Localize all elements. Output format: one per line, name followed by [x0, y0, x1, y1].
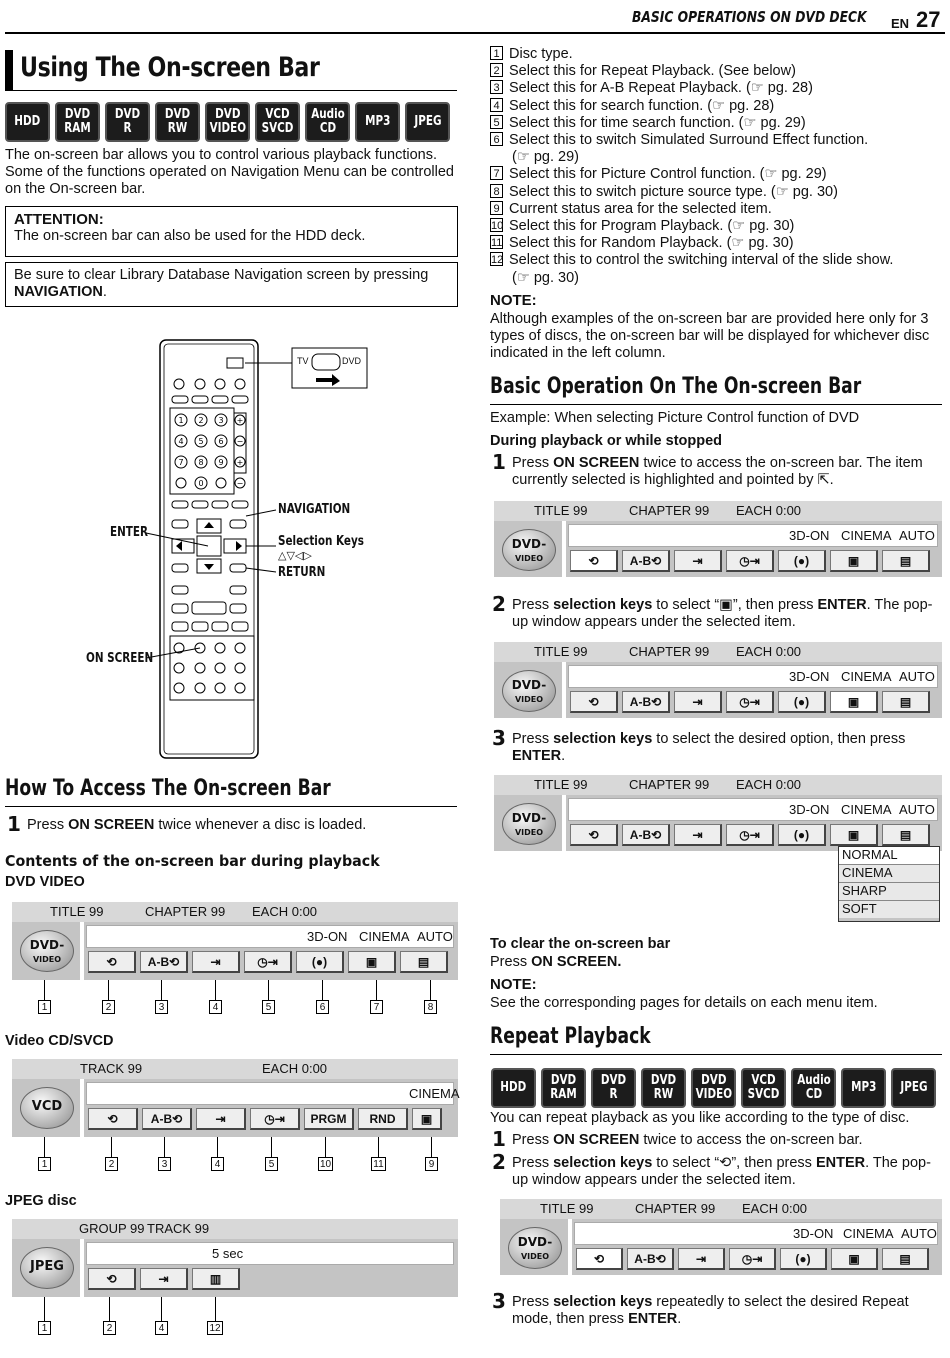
- callout-number: 5: [490, 115, 503, 129]
- callout-description: Select this for A-B Repeat Playback. (☞ pg. 28): [509, 80, 813, 97]
- badge-hdd: HDD: [5, 102, 50, 142]
- clear-bar-text: Press ON SCREEN.: [490, 954, 622, 970]
- surround-button[interactable]: (●): [296, 951, 344, 973]
- search-button[interactable]: ⇥: [674, 691, 722, 713]
- time-search-button[interactable]: ◷⇥: [726, 691, 774, 713]
- clear-note-key: NAVIGATION: [14, 284, 103, 300]
- example-bar-1: TITLE 99 CHAPTER 99 EACH 0:00 DVD- VIDEO 3D-ON CINEMA AUTO ⟲ A-B ⟲ ⇥ ◷⇥ (●) ▣ ▤: [494, 501, 942, 577]
- search-button[interactable]: ⇥: [678, 1248, 725, 1270]
- callout-list-item: [490, 252, 893, 269]
- step-2-number: 2: [492, 592, 506, 616]
- dvd-video-logo: DVD- VIDEO: [502, 529, 556, 571]
- section-header: BASIC OPERATIONS ON DVD DECK: [632, 8, 867, 26]
- attention-text: The on-screen bar can also be used for the HDD deck.: [14, 228, 366, 244]
- bar-buttons: [88, 951, 448, 973]
- picture-source-button[interactable]: ▤: [400, 951, 448, 973]
- example-bar-3: TITLE 99 CHAPTER 99 EACH 0:00 DVD- VIDEO 3D-ON CINEMA AUTO ⟲ A-B ⟲ ⇥ ◷⇥ (●) ▣ ▤: [494, 775, 942, 851]
- badge-dvd-r: DVD R: [591, 1068, 636, 1108]
- repeat-rule: [490, 1054, 942, 1055]
- bar-logo-area: [12, 1079, 80, 1137]
- bar-title: TITLE 99: [50, 904, 104, 919]
- step-1-text: Press ON SCREEN twice to access the on-screen bar. The item currently selected is highlighted and pointed by ⇱.: [512, 455, 923, 488]
- step-2-text: Press selection keys to select “▣”, then press ENTER. The pop-up window appears under the selected item.: [512, 597, 933, 630]
- bar-each: EACH 0:00: [252, 904, 318, 919]
- callout: 4: [155, 1321, 168, 1335]
- basic-rule: [490, 404, 942, 405]
- dvd-video-logo: DVD- VIDEO: [502, 670, 556, 712]
- svg-text:+: +: [236, 458, 244, 467]
- callout-list-item: [490, 270, 579, 287]
- dvd-video-label: DVD VIDEO: [5, 874, 85, 890]
- callout: 5: [265, 1157, 278, 1171]
- surround-button[interactable]: (●): [778, 550, 826, 572]
- vcd-onscreen-bar: [12, 1059, 458, 1137]
- search-button[interactable]: ⇥: [674, 824, 722, 846]
- callout: 8: [424, 1000, 437, 1014]
- remote-dvd-label: DVD: [342, 356, 362, 366]
- badge-dvd-rw: DVD RW: [155, 102, 200, 142]
- navigation-label: NAVIGATION: [278, 502, 351, 517]
- badge-dvd-rw: DVD RW: [641, 1068, 686, 1108]
- repeat-button[interactable]: ⟲: [88, 951, 136, 973]
- callout: 5: [262, 1000, 275, 1014]
- dvd-video-logo: DVD- VIDEO: [20, 930, 74, 972]
- callout-description: Current status area for the selected item.: [509, 200, 772, 217]
- badge-hdd: HDD: [491, 1068, 536, 1108]
- attention-box: [5, 206, 458, 257]
- picture-icon: ▣: [719, 597, 733, 613]
- search-button[interactable]: ⇥: [674, 550, 722, 572]
- callout-description: (☞ pg. 29): [512, 149, 579, 166]
- surround-button[interactable]: (●): [778, 691, 826, 713]
- badge-dvd-ram: DVD RAM: [541, 1068, 586, 1108]
- callout-description: Select this to switch picture source type. (☞ pg. 30): [509, 183, 838, 200]
- bar-top: [12, 902, 458, 922]
- svg-text:2: 2: [198, 416, 204, 425]
- clear-bar-heading: To clear the on-screen bar: [490, 936, 671, 952]
- badge-mp3: MP3: [841, 1068, 886, 1108]
- attention-heading: ATTENTION:: [14, 211, 104, 228]
- callout-list-item: [490, 201, 772, 218]
- pointer-icon: ⇱: [817, 472, 830, 488]
- access-step-number: 1: [7, 812, 21, 836]
- callout: 1: [38, 1000, 51, 1014]
- callout-description: Select this for search function. (☞ pg. 28): [509, 97, 775, 114]
- example-bar-2: TITLE 99 CHAPTER 99 EACH 0:00 DVD- VIDEO 3D-ON CINEMA AUTO ⟲ A-B ⟲ ⇥ ◷⇥ (●) ▣ ▤: [494, 642, 942, 718]
- callout-number: 4: [490, 98, 503, 112]
- ab-repeat-button[interactable]: A-B ⟲: [142, 1108, 192, 1130]
- callout: 3: [155, 1000, 168, 1014]
- callout-number: 9: [490, 201, 503, 215]
- callout-description: Disc type.: [509, 46, 573, 62]
- badge-jpeg: JPEG: [891, 1068, 936, 1108]
- svg-text:−: −: [236, 437, 244, 446]
- callout-number: 3: [490, 80, 503, 94]
- callout-description: Select this for Picture Control function. (☞ pg. 29): [509, 166, 827, 183]
- popup-option-soft[interactable]: SOFT: [839, 901, 939, 918]
- search-button[interactable]: ⇥: [140, 1268, 188, 1290]
- jpeg-logo: JPEG: [20, 1247, 74, 1289]
- callout: 7: [370, 1000, 383, 1014]
- dvd-video-logo: DVD- VIDEO: [508, 1227, 562, 1269]
- intro-text: The on-screen bar allows you to control various playback functions. Some of the functions operated on Navigation Menu can be controlled on the On-screen bar.: [5, 147, 454, 197]
- callout-number: 1: [490, 46, 503, 60]
- callout-list-item: [490, 235, 794, 252]
- callout-list-item: [490, 166, 827, 183]
- popup-option-cinema[interactable]: CINEMA: [839, 865, 939, 883]
- picture-control-button[interactable]: ▣: [831, 1248, 878, 1270]
- callout: 2: [103, 1321, 116, 1335]
- jpeg-onscreen-bar: [12, 1219, 458, 1297]
- picture-source-button[interactable]: ▤: [882, 550, 930, 572]
- time-search-button[interactable]: ◷⇥: [726, 824, 774, 846]
- language-tag: EN: [891, 16, 910, 31]
- random-button[interactable]: RND: [358, 1108, 408, 1130]
- picture-popup: [838, 846, 940, 922]
- svg-text:9: 9: [218, 458, 224, 467]
- callout: 12: [207, 1321, 223, 1335]
- program-button[interactable]: PRGM: [304, 1108, 354, 1130]
- ab-repeat-button[interactable]: A-B ⟲: [627, 1248, 674, 1270]
- selection-keys-label: Selection Keys: [278, 534, 364, 549]
- badge-audio-cd: Audio CD: [791, 1068, 836, 1108]
- svg-text:+: +: [236, 416, 244, 425]
- vcd-logo: VCD: [20, 1087, 74, 1129]
- callout-description: Select this to switch Simulated Surround Effect function.: [509, 132, 869, 148]
- repeat-step-1-number: 1: [492, 1127, 506, 1151]
- svg-text:5: 5: [198, 437, 204, 446]
- svg-text:6: 6: [218, 437, 224, 446]
- dvd-video-logo: DVD- VIDEO: [502, 803, 556, 845]
- badge-dvd-video: DVD VIDEO: [205, 102, 250, 142]
- callout: 1: [38, 1157, 51, 1171]
- status-area: 3D-ON CINEMA AUTO: [86, 925, 454, 948]
- ab-repeat-button[interactable]: A-B ⟲: [622, 691, 670, 713]
- repeat-step-3-text: Press selection keys repeatedly to select the desired Repeat mode, then press ENTER.: [512, 1294, 909, 1327]
- remote-drawing: [80, 336, 380, 766]
- callout: 3: [158, 1157, 171, 1171]
- badge-audio-cd: Audio CD: [305, 102, 350, 142]
- title-marker: [5, 50, 13, 90]
- remote-tv-label: TV: [297, 356, 309, 366]
- time-search-button[interactable]: ◷⇥: [726, 550, 774, 572]
- page-number: 27: [916, 7, 941, 32]
- callout: 11: [371, 1157, 386, 1171]
- callout-number: 11: [491, 237, 503, 250]
- callout-number: 7: [490, 166, 503, 180]
- callout-list-item: [490, 80, 813, 97]
- callout: 2: [102, 1000, 115, 1014]
- return-label: RETURN: [278, 565, 326, 580]
- picture-source-button[interactable]: ▤: [882, 1248, 929, 1270]
- callout: 4: [209, 1000, 222, 1014]
- time-search-button[interactable]: ◷⇥: [250, 1108, 300, 1130]
- svg-text:7: 7: [178, 458, 184, 467]
- clear-note-box: Be sure to clear Library Database Navigation screen by pressing NAVIGATION.: [5, 262, 458, 307]
- callout-list-item: [490, 98, 774, 115]
- repeat-icon: ⟲: [719, 1155, 732, 1171]
- bar-panel: [84, 1239, 458, 1297]
- surround-button[interactable]: (●): [780, 1248, 827, 1270]
- bar-panel: [84, 1079, 458, 1137]
- badge-vcd-svcd: VCD SVCD: [255, 102, 300, 142]
- bar-panel: [84, 922, 458, 980]
- example-text: Example: When selecting Picture Control function of DVD: [490, 410, 860, 426]
- callout-description: Select this for Repeat Playback. (See below): [509, 63, 796, 80]
- callout-list-item: [490, 132, 868, 149]
- callout-list-item: [490, 46, 573, 63]
- callout: 6: [316, 1000, 329, 1014]
- time-search-button[interactable]: ◷⇥: [729, 1248, 776, 1270]
- bar-logo-area: [12, 922, 80, 980]
- bar-chapter: CHAPTER 99: [145, 904, 226, 919]
- repeat-button[interactable]: ⟲: [88, 1108, 138, 1130]
- vcd-label: Video CD/SVCD: [5, 1033, 114, 1049]
- header-rule: [5, 32, 945, 34]
- repeat-badges: [491, 1068, 936, 1108]
- step-1-number: 1: [492, 450, 506, 474]
- bar-buttons: [88, 1108, 442, 1130]
- picture-control-button[interactable]: ▣: [830, 691, 878, 713]
- note-heading: NOTE:: [490, 292, 537, 309]
- svg-text:0: 0: [198, 479, 204, 488]
- badge-dvd-ram: DVD RAM: [55, 102, 100, 142]
- svg-text:8: 8: [198, 458, 204, 467]
- bar-logo-area: [12, 1239, 80, 1297]
- callout-number: 8: [490, 184, 503, 198]
- callout-description: Select this to control the switching interval of the slide show.: [509, 252, 894, 269]
- enter-label: ENTER: [110, 525, 149, 540]
- repeat-step-3-number: 3: [492, 1289, 506, 1313]
- repeat-title: Repeat Playback: [490, 1024, 651, 1049]
- badge-dvd-video: DVD VIDEO: [691, 1068, 736, 1108]
- step-3-text: Press selection keys to select the desired option, then press ENTER.: [512, 731, 906, 764]
- callout-list-item: [490, 115, 806, 132]
- surround-button[interactable]: (●): [778, 824, 826, 846]
- repeat-button[interactable]: ⟲: [88, 1268, 136, 1290]
- repeat-intro: You can repeat playback as you like according to the type of disc.: [490, 1110, 910, 1126]
- on-screen-label: ON SCREEN: [86, 651, 154, 666]
- jpeg-label: JPEG disc: [5, 1193, 77, 1209]
- callout-list-item: [490, 63, 796, 80]
- callout: 9: [425, 1157, 438, 1171]
- callout-list-item: [490, 184, 838, 201]
- repeat-example-bar: TITLE 99 CHAPTER 99 EACH 0:00 DVD- VIDEO 3D-ON CINEMA AUTO ⟲ A-B ⟲ ⇥ ◷⇥ (●) ▣ ▤: [500, 1199, 942, 1275]
- badge-mp3: MP3: [355, 102, 400, 142]
- callout-list-item: [490, 218, 794, 235]
- callout-description: Select this for Random Playback. (☞ pg. 30): [509, 235, 794, 252]
- callout-list-item: [490, 149, 579, 166]
- step-3-number: 3: [492, 726, 506, 750]
- repeat-button[interactable]: ⟲: [570, 550, 618, 572]
- time-search-button[interactable]: ◷⇥: [244, 951, 292, 973]
- callout-number: 2: [490, 63, 503, 77]
- svg-text:1: 1: [178, 416, 184, 425]
- slideshow-interval-button[interactable]: ▥: [192, 1268, 240, 1290]
- picture-control-button[interactable]: ▣: [830, 550, 878, 572]
- search-button[interactable]: ⇥: [196, 1108, 246, 1130]
- popup-option-normal[interactable]: NORMAL: [839, 847, 939, 865]
- callout: 10: [319, 1159, 332, 1170]
- svg-text:4: 4: [178, 437, 184, 446]
- svg-text:−: −: [236, 479, 244, 488]
- during-playback: During playback or while stopped: [490, 433, 723, 449]
- repeat-step-2-number: 2: [492, 1150, 506, 1174]
- repeat-step-1-text: Press ON SCREEN twice to access the on-screen bar.: [512, 1132, 863, 1148]
- picture-control-button[interactable]: ▣: [348, 951, 396, 973]
- ab-repeat-button[interactable]: A-B ⟲: [622, 550, 670, 572]
- bar-buttons: [88, 1268, 240, 1290]
- bar-top: TRACK 99 EACH 0:00: [12, 1059, 458, 1079]
- note2-text: See the corresponding pages for details on each menu item.: [490, 995, 878, 1011]
- clear-note-text: Be sure to clear Library Database Navigation screen by pressing: [14, 267, 429, 283]
- callout: 4: [211, 1157, 224, 1171]
- picture-source-button[interactable]: ▤: [882, 691, 930, 713]
- callout-description: Select this for Program Playback. (☞ pg. 30): [509, 218, 795, 234]
- picture-source-button[interactable]: ▤: [882, 824, 930, 846]
- disc-badges: [5, 102, 450, 142]
- svg-text:3: 3: [218, 416, 224, 425]
- ab-repeat-button[interactable]: A-B ⟲: [622, 824, 670, 846]
- repeat-step-2-text: Press selection keys to select “⟲”, then press ENTER. The pop-up window appears under the selected item.: [512, 1155, 931, 1188]
- remote-illustration: [80, 336, 380, 766]
- callout-number: 10: [491, 220, 504, 232]
- repeat-button[interactable]: ⟲: [576, 1248, 623, 1270]
- repeat-button[interactable]: ⟲: [570, 824, 618, 846]
- callout: 2: [105, 1157, 118, 1171]
- access-step-text: Press ON SCREEN twice whenever a disc is loaded.: [27, 817, 367, 833]
- basic-operation-title: Basic Operation On The On-screen Bar: [490, 374, 862, 399]
- status-area: 5 sec: [86, 1242, 454, 1265]
- badge-vcd-svcd: VCD SVCD: [741, 1068, 786, 1108]
- callout-description: (☞ pg. 30): [512, 269, 579, 286]
- dvd-onscreen-bar: [12, 902, 458, 980]
- search-button[interactable]: ⇥: [192, 951, 240, 973]
- access-title: How To Access The On-screen Bar: [5, 776, 331, 801]
- contents-title: Contents of the on-screen bar during playback: [5, 852, 380, 870]
- callout-description: Select this for time search function. (☞ pg. 29): [509, 114, 806, 131]
- page-title: Using The On-screen Bar: [20, 52, 320, 83]
- title-rule: [5, 90, 457, 91]
- callout: 1: [38, 1321, 51, 1335]
- status-area: CINEMA: [86, 1082, 454, 1105]
- note-text: Although examples of the on-screen bar are provided here only for 3 types of discs, the on-screen bar will be displayed for whichever disc indicated in the left column.: [490, 311, 930, 361]
- selection-keys-arrows: △▽◁▷: [278, 550, 312, 562]
- callout-number: 6: [490, 132, 503, 146]
- badge-dvd-r: DVD R: [105, 102, 150, 142]
- status-button[interactable]: ▣: [412, 1108, 442, 1130]
- picture-control-button[interactable]: ▣: [830, 824, 878, 846]
- callout-number: 12: [491, 254, 504, 267]
- bar-top: GROUP 99 TRACK 99: [12, 1219, 458, 1239]
- popup-option-sharp[interactable]: SHARP: [839, 883, 939, 901]
- access-rule: [5, 806, 457, 807]
- repeat-button[interactable]: ⟲: [570, 691, 618, 713]
- ab-repeat-button[interactable]: A-B ⟲: [140, 951, 188, 973]
- note2-heading: NOTE:: [490, 976, 537, 993]
- badge-jpeg: JPEG: [405, 102, 450, 142]
